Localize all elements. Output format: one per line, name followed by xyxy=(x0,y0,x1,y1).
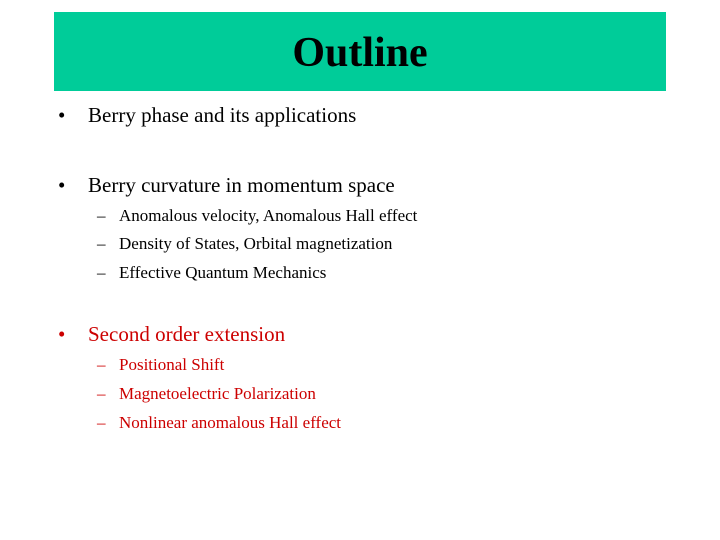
dash-marker: – xyxy=(97,263,106,282)
subitem-3-2 xyxy=(97,383,316,405)
bullet-item-1 xyxy=(58,102,356,128)
subitem-2-3 xyxy=(97,262,326,284)
bullet-item-2 xyxy=(58,172,395,198)
bullet-text: Berry phase and its applications xyxy=(88,103,357,127)
bullet-item-3 xyxy=(58,321,285,347)
subitem-2-2 xyxy=(97,233,392,255)
bullet-text: Berry curvature in momentum space xyxy=(88,173,395,197)
dash-marker: – xyxy=(97,413,106,432)
bullet-marker: • xyxy=(58,322,66,346)
subitem-text: Density of States, Orbital magnetization xyxy=(119,234,393,253)
dash-marker: – xyxy=(97,355,106,374)
subitem-3-1 xyxy=(97,354,224,376)
subitem-2-1 xyxy=(97,205,417,227)
subitem-3-3 xyxy=(97,412,341,434)
subitem-text: Magnetoelectric Polarization xyxy=(119,384,316,403)
bullet-text: Second order extension xyxy=(88,322,286,346)
subitem-text: Positional Shift xyxy=(119,355,225,374)
subitem-text: Effective Quantum Mechanics xyxy=(119,263,327,282)
dash-marker: – xyxy=(97,206,106,225)
bullet-marker: • xyxy=(58,103,66,127)
dash-marker: – xyxy=(97,234,106,253)
subitem-text: Nonlinear anomalous Hall effect xyxy=(119,413,342,432)
subitem-text: Anomalous velocity, Anomalous Hall effect xyxy=(119,206,418,225)
bullet-marker: • xyxy=(58,173,66,197)
slide-title: Outline xyxy=(292,30,428,76)
dash-marker: – xyxy=(97,384,106,403)
